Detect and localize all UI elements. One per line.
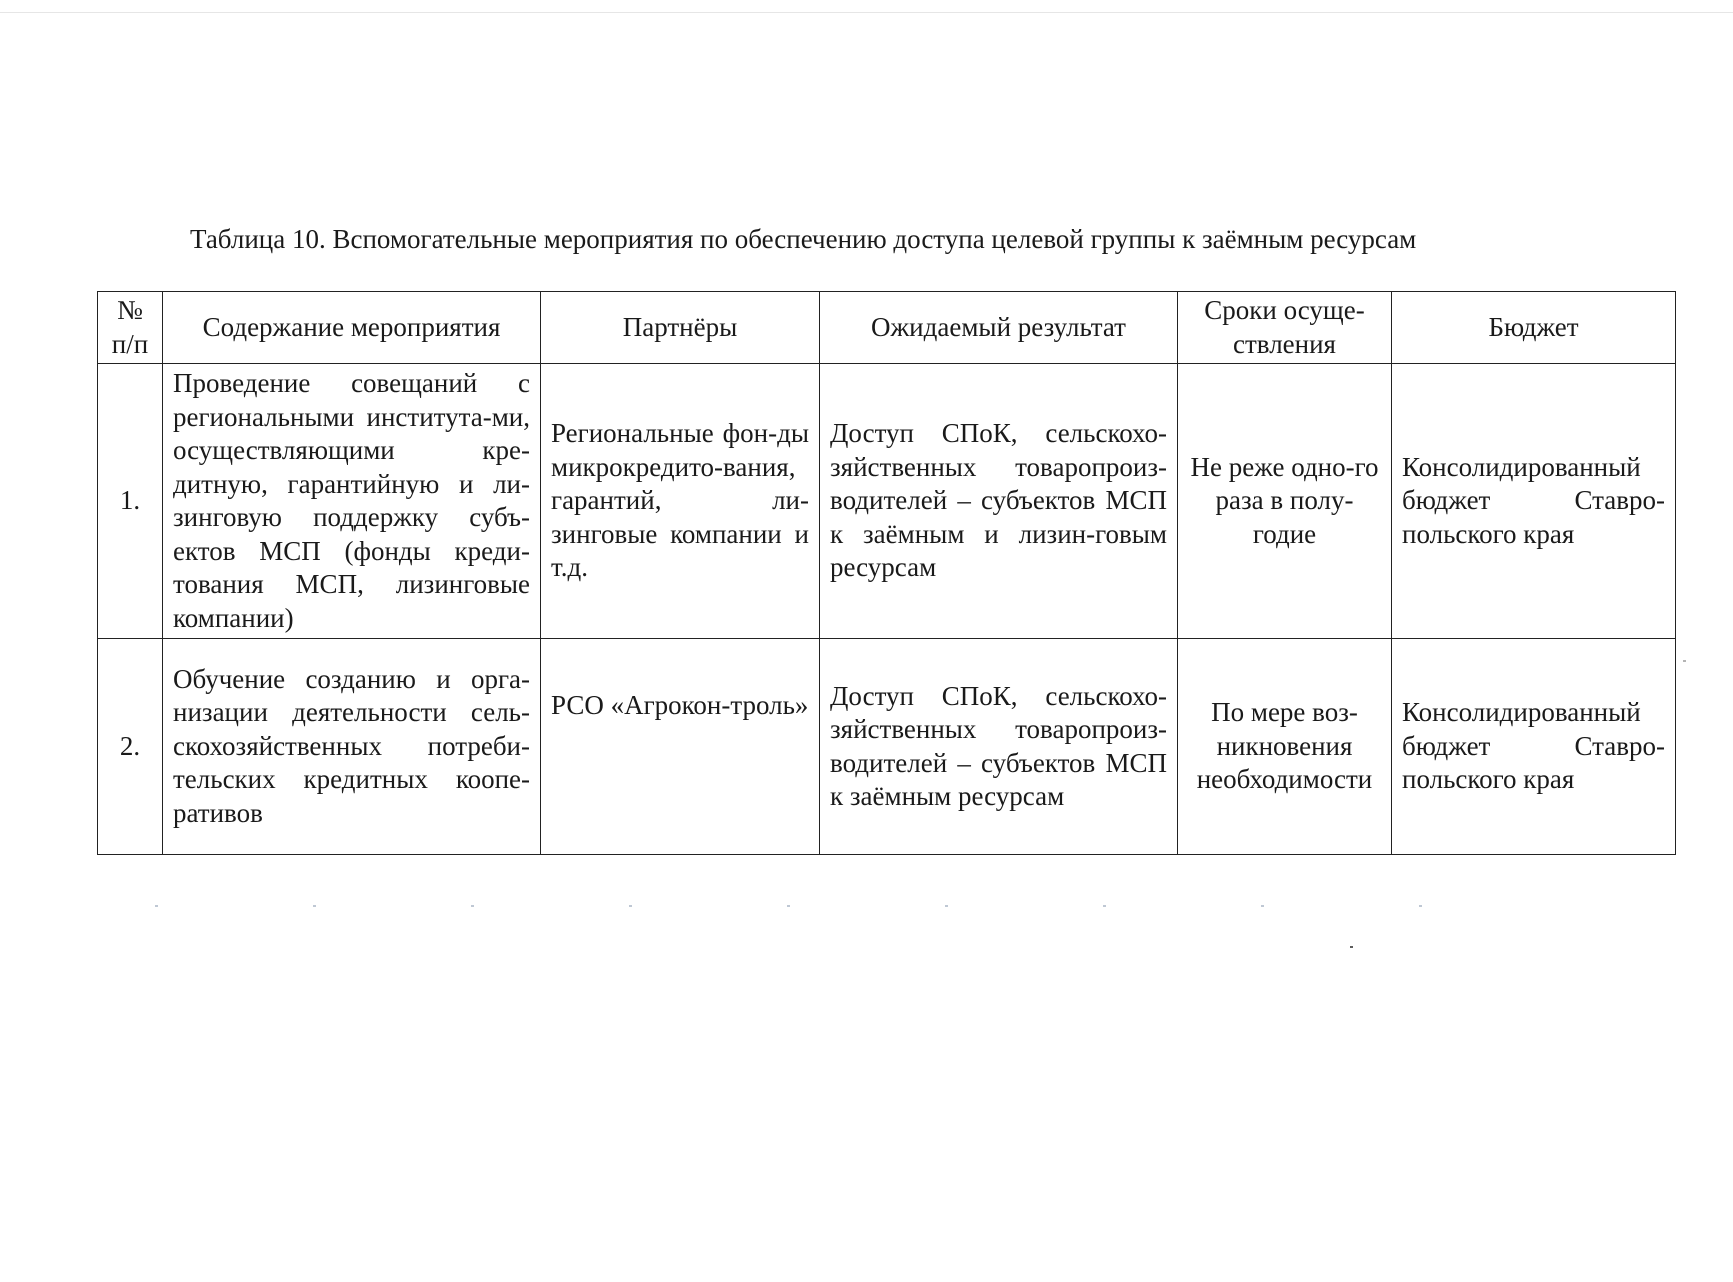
cell-partners: Региональные фон-ды микрокредито-вания, гарантий, ли-зинговые компании и т.д. [541,364,820,639]
cell-terms: Не реже одно-го раза в полу-годие [1178,364,1392,639]
scan-speck [787,905,790,907]
measures-table [97,291,1676,855]
scan-speck [471,905,474,907]
scan-speck [1419,905,1422,907]
scan-speck [1350,946,1353,948]
table-row [98,639,1676,855]
cell-partners: РСО «Агрокон-троль» [541,639,820,855]
scan-speck [1103,905,1106,907]
cell-budget: Консолидированный бюджет Ставро-польского края [1392,639,1676,855]
scan-speck [1683,660,1686,662]
cell-content: Проведение совещаний с региональными института-ми, осуществляющими кре-дитную, гарантийную и ли-зинговую поддержку субъ-ектов МСП (фонды креди-тования МСП, лизинговые компании) [163,364,541,639]
table-row [98,364,1676,639]
cell-terms: По мере воз-никновения необходимости [1178,639,1392,855]
table-caption: Таблица 10. Вспомогательные мероприятия по обеспечению доступа целевой группы к заёмным ресурсам [190,224,1417,254]
scan-speck [313,905,316,907]
header-budget: Бюджет [1392,292,1676,364]
scan-speck [155,905,158,907]
cell-result: Доступ СПоК, сельскохо-зяйственных товаропроиз-водителей – субъектов МСП к заёмным ресурсам [820,639,1178,855]
header-result: Ожидаемый результат [820,292,1178,364]
table-header-row [98,292,1676,364]
cell-result: Доступ СПоК, сельскохо-зяйственных товаропроиз-водителей – субъектов МСП к заёмным и лизин-говым ресурсам [820,364,1178,639]
scan-speck [629,905,632,907]
header-content: Содержание мероприятия [163,292,541,364]
cell-content: Обучение созданию и орга-низации деятельности сель-скохозяйственных потреби-тельских кредитных коопе-ративов [163,639,541,855]
header-terms: Сроки осуще-ствления [1178,292,1392,364]
cell-budget: Консолидированный бюджет Ставро-польского края [1392,364,1676,639]
header-num: № п/п [98,292,163,364]
scan-edge [0,12,1733,13]
scan-speck [945,905,948,907]
cell-num: 2. [98,639,163,855]
cell-num: 1. [98,364,163,639]
scan-speck [1261,905,1264,907]
header-partners: Партнёры [541,292,820,364]
